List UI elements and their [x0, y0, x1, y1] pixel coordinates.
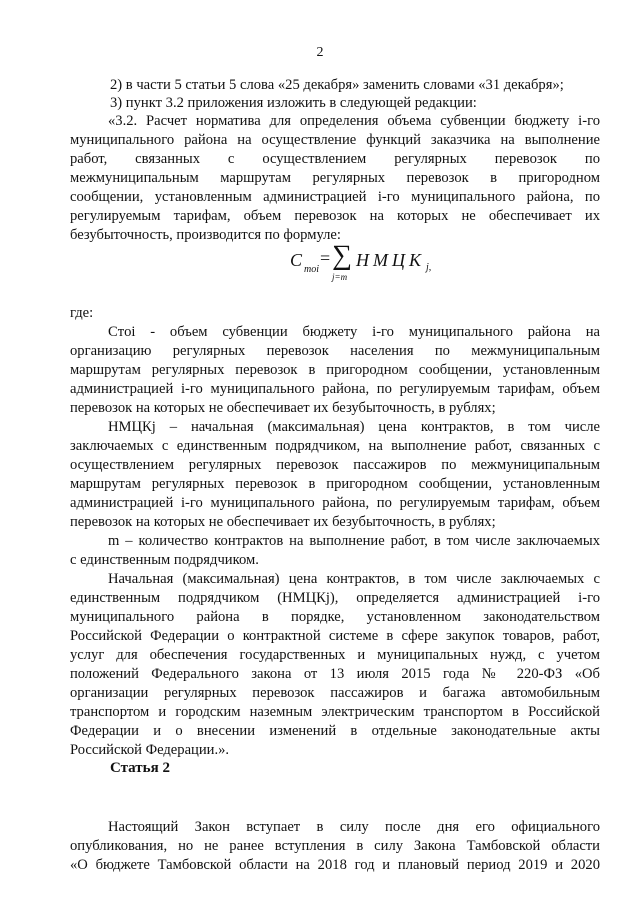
text-line: m – количество контрактов на выполнение работ, в том числе заключаемых: [108, 533, 600, 549]
text-line: «3.2. Расчет норматива для определения объема субвенции бюджету i-го: [108, 113, 600, 129]
text-line: «О бюджете Тамбовской области на 2018 год и плановый период 2019 и 2020: [70, 857, 600, 873]
formula-body-subscript: j,: [426, 262, 432, 273]
text-line: перевозок на которых не обеспечивает их безубыточность, в рублях;: [70, 514, 496, 530]
text-line: межмуниципальным маршрутам регулярных перевозок в пригородном: [70, 170, 600, 186]
page-number: 2: [316, 45, 324, 60]
text-line: перевозок на которых не обеспечивает их безубыточность, в рублях;: [70, 400, 496, 416]
text-line: с единственным подрядчиком.: [70, 552, 259, 568]
text-line: осуществлением регулярных перевозок пассажиров по межмуниципальным: [70, 457, 600, 473]
text-line: Cтoi - объем субвенции бюджету i-го муниципального района на: [108, 324, 600, 340]
text-line: сообщении, установленным администрацией i-го муниципального района, по: [70, 189, 600, 205]
formula-c: C: [290, 250, 303, 270]
text-line: муниципального района на осуществление функций заказчика на выполнение: [70, 132, 600, 148]
text-line: 2) в части 5 статьи 5 слова «25 декабря» заменить словами «31 декабря»;: [110, 77, 564, 93]
text-line: 3) пункт 3.2 приложения изложить в следующей редакции:: [110, 95, 477, 111]
text-line: опубликования, но не ранее вступления в силу Закона Тамбовской области: [70, 838, 600, 854]
text-line: транспортом и городским наземным электрическим транспортом в Российской: [70, 704, 600, 720]
text-line: Российской Федерации.».: [70, 742, 230, 758]
text-line: где:: [70, 305, 94, 321]
text-line: организации регулярных перевозок пассажиров и багажа автомобильным: [70, 685, 600, 701]
text-line: Начальная (максимальная) цена контрактов, в том числе заключаемых с: [108, 571, 600, 587]
subvention-formula: [290, 240, 430, 290]
text-line: регулируемым тарифам, объем перевозок на которых не обеспечивает их: [70, 208, 600, 224]
text-line: Российской Федерации о контрактной системе в сфере закупок товаров, работ,: [70, 628, 600, 644]
formula-equals: =: [320, 248, 331, 268]
formula-sum-sign: ∑: [332, 240, 352, 271]
text-line: безубыточность, производится по формуле:: [70, 227, 341, 243]
text-line: муниципального района в порядке, установленном законодательством: [70, 609, 600, 625]
article-title: Статья 2: [110, 760, 170, 776]
text-line: Настоящий Закон вступает в силу после дня его официального: [108, 819, 600, 835]
text-line: положений Федерального закона от 13 июля 2015 года № 220-ФЗ «Об: [70, 666, 600, 682]
formula-body: НМЦК: [356, 250, 425, 270]
text-line: работ, связанных с осуществлением регулярных перевозок по: [70, 151, 600, 167]
text-line: Федерации и о внесении изменений в отдельные законодательные акты: [70, 723, 600, 739]
text-line: маршрутам регулярных перевозок в пригородном сообщении, установленным: [70, 362, 600, 378]
text-line: администрацией i-го муниципального района, по регулируемым тарифам, объем: [70, 495, 600, 511]
text-line: НМЦКj – начальная (максимальная) цена контрактов, в том числе: [108, 419, 600, 435]
text-line: услуг для обеспечения государственных и муниципальных нужд, с учетом: [70, 647, 600, 663]
formula-sum-subscript: j=m: [332, 272, 348, 282]
text-line: администрацией i-го муниципального района, по регулируемым тарифам, объем: [70, 381, 600, 397]
text-line: маршрутам регулярных перевозок в пригородном сообщении, установленным: [70, 476, 600, 492]
formula-c-subscript: moi: [304, 264, 319, 275]
text-line: единственным подрядчиком (НМЦКj), определяется администрацией i-го: [70, 590, 600, 606]
text-line: заключаемых с единственным подрядчиком, на выполнение работ, связанных с: [70, 438, 600, 454]
text-line: организацию регулярных перевозок населения по межмуниципальным: [70, 343, 600, 359]
